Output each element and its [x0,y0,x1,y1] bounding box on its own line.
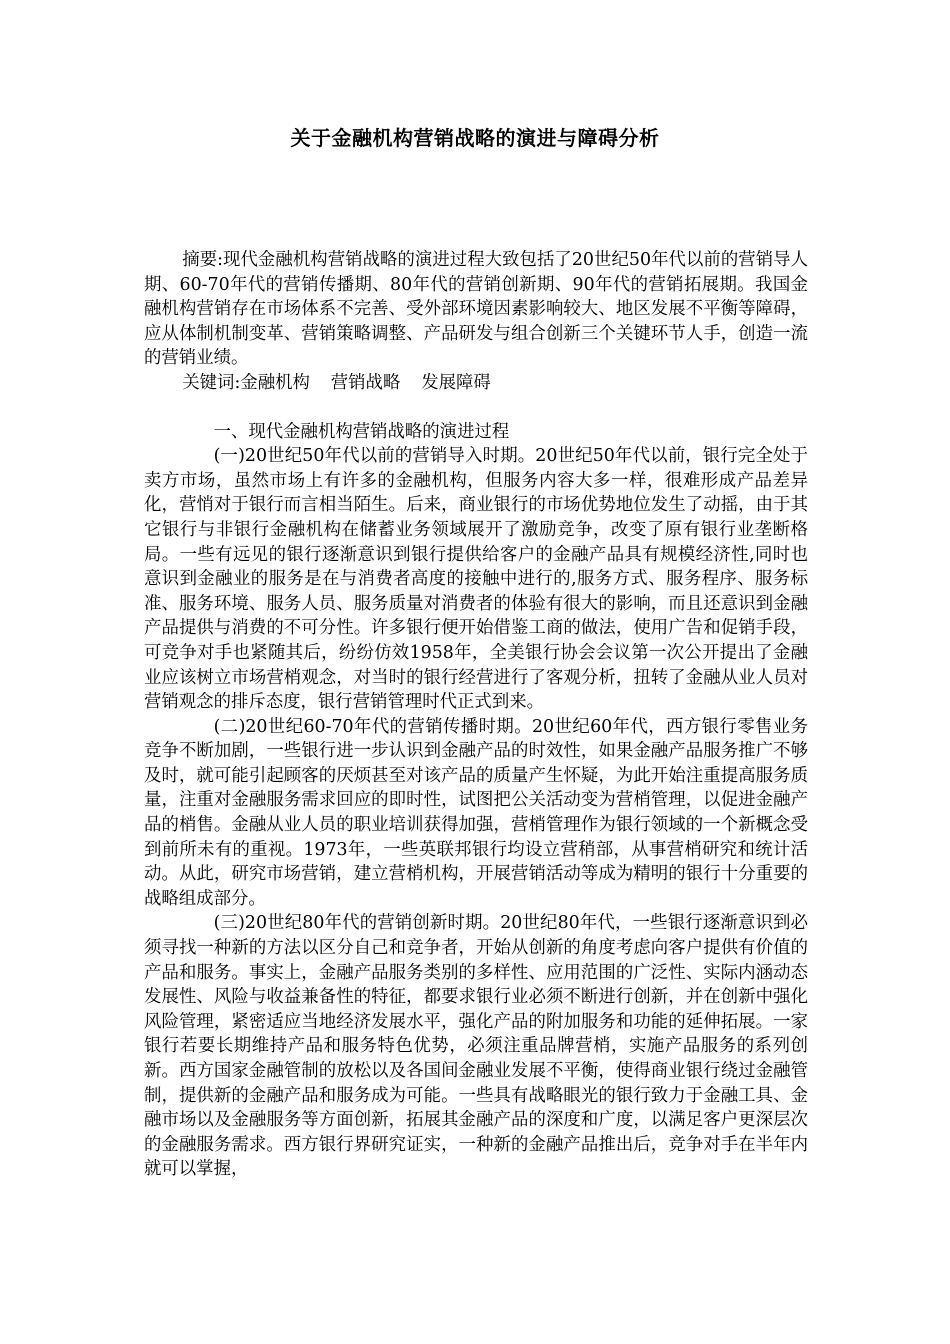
keyword-item: 营销战略 [330,372,401,393]
section-paragraph: (二)20世纪60-70年代的营销传播时期。20世纪60年代，西方银行零售业务竞争不断加剧，一些银行进一步认识到金融产品的时效性，如果金融产品服务推广不够及时，就可能引起顾客的厌烦甚至对该产品的质量产生怀疑，为此开始注重提高服务质量，注重对金融服务需求回应的即时性，试图把公关活动变为营梢管理，以促进金融产品的梢售。金融从业人员的职业培训获得加强，营梢管理作为银行领域的一个新概念受到前所未有的重视。1973年，一些英联邦银行均设立营稍部，从事营梢研究和统计活动。从此，研究市场营销，建立营梢机构，开展营销活动等成为精明的银行十分重要的战略组成部分。 [144,716,808,909]
document-body [144,248,808,1182]
keyword-item: 金融机构 [240,372,310,393]
document-title: 关于金融机构营销战略的演进与障碍分析 [290,126,660,150]
keywords-label: 关键词: [182,372,241,393]
section-paragraph: (三)20世纪80年代的营销创新时期。20世纪80年代，一些银行逐渐意识到必须寻找一种新的方法以区分自己和竞争者，开始从创新的角度考虑向客户提供有价值的产品和服务。事实上，金融产品服务类别的多样性、应用范围的广泛性、实际内涵动态发展性、风险与收益兼备性的特征，都要求银行业必须不断进行创新，并在创新中强化风险管理，紧密适应当地经济发展水平，强化产品的附加服务和功能的延伸拓展。一家银行若要长期维持产品和服务特色优势，必须注重品牌营梢，实施产品服务的系列创新。西方国家金融管制的放松以及各国间金融业发展不平衡，使得商业银行绕过金融管制，提供新的金融产品和服务成为可能。一些具有战略眼光的银行致力于金融工具、金融市场以及金融服务等方面创新，拓展其金融产品的深度和广度，以满足客户更深层次的金融服务需求。西方银行界研究证实，一种新的金融产品推出后，竞争对手在半年内就可以掌握， [144,913,808,1180]
abstract-paragraph: 摘要:现代金融机构营销战略的演进过程大致包括了20世纪50年代以前的营销导人期、60-70年代的营销传播期、80年代的营销创新期、90年代的营销拓展期。我国金融机构营销存在市场体系不完善、受外部环境因素影响较大、地区发展不平衡等障碍，应从体制机制变革、营销策略调整、产品研发与组合创新三个关键环节人手，创造一流的营销业绩。 [144,250,808,369]
section-paragraph: (一)20世纪50年代以前的营销导入时期。20世纪50年代以前，银行完全处于卖方市场，虽然市场上有许多的金融机构，但服务内容大多一样，很难形成产品差异化，营悄对于银行而言相当陌生。后来，商业银行的市场优势地位发生了动摇，由于其它银行与非银行金融机构在储蓄业务领域展开了激励竞争，改变了原有银行业垄断格局。一些有远见的银行逐渐意识到银行提供给客户的金融产品具有规模经济性,同时也意识到金融业的服务是在与消费者高度的接触中进行的,服务方式、服务程序、服务标准、服务环境、服务人员、服务质量对消费者的体验有很大的影响，而且还意识到金融产品提供与消费的不可分性。许多银行便开始借鉴工商的做法，使用广告和促销手段，可竞争对手也紧随其后，纷纷仿效1958年，全美银行协会会议第一次公开提出了金融业应该树立市场营梢观念，对当时的银行经营进行了客观分析，扭转了金融从业人员对营销观念的排斥态度，银行营销管理时代正式到来。 [144,446,808,713]
section-heading: 一、现代金融机构营销战略的演进过程 [213,421,510,442]
keywords-line [144,371,808,396]
keyword-item: 发展障碍 [421,372,491,393]
